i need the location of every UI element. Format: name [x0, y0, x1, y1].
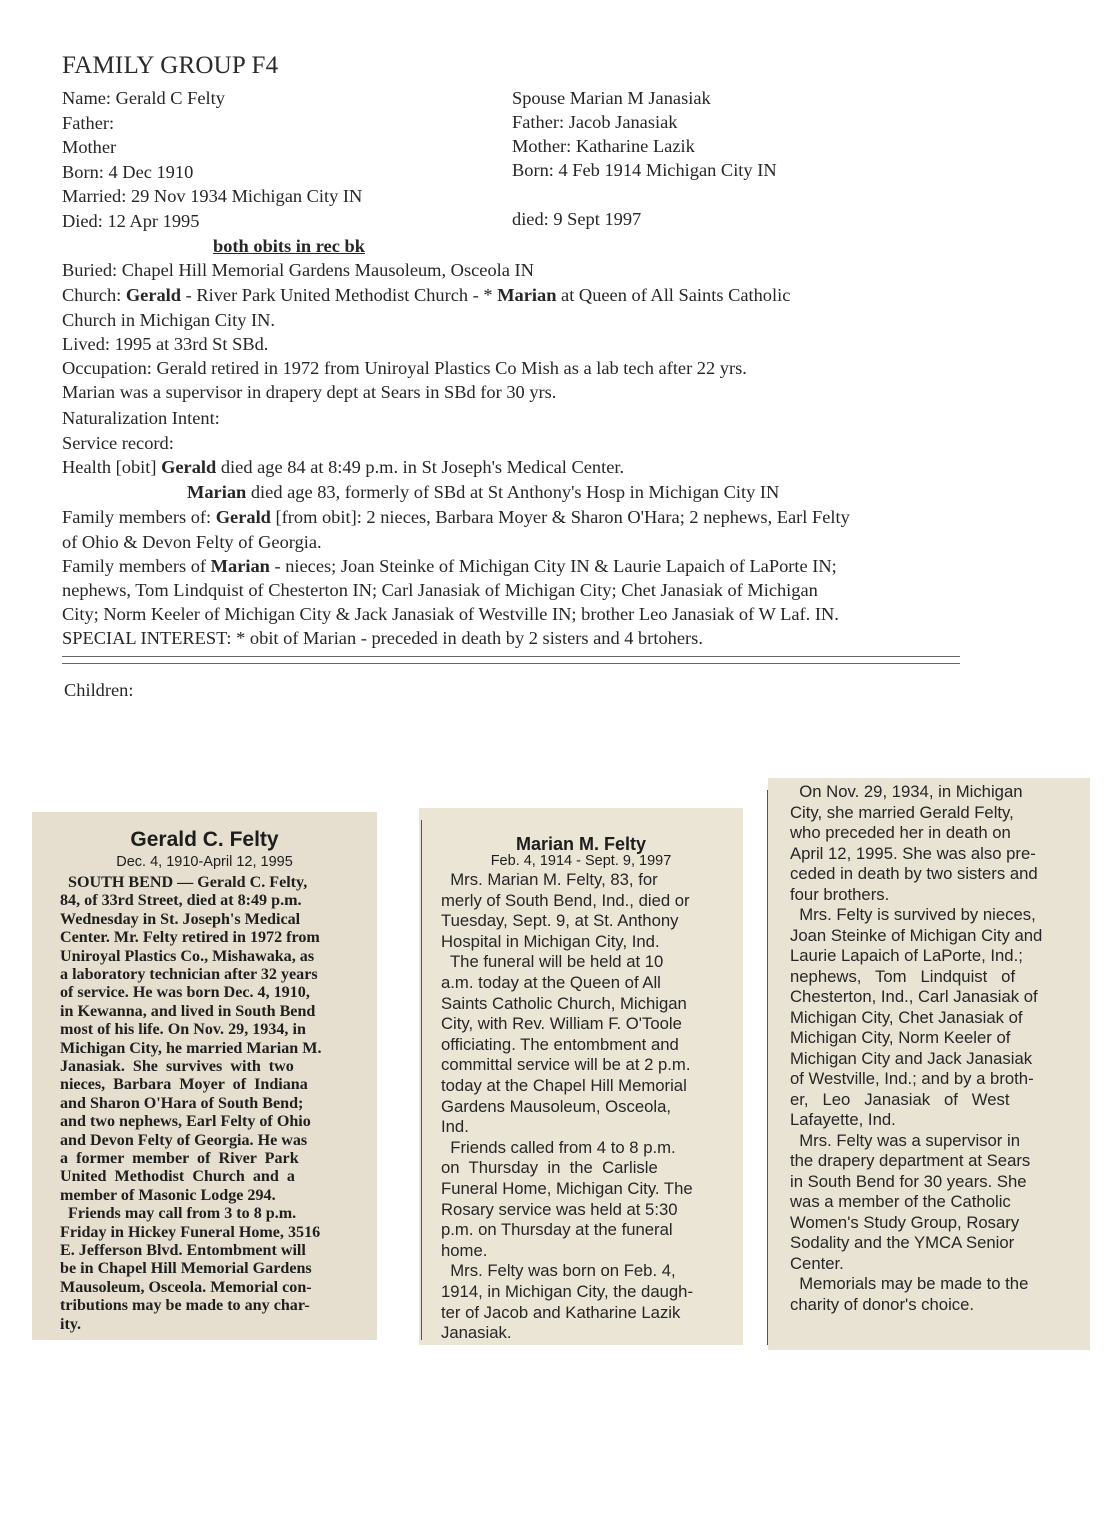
obit-line: on Thursday in the Carlisle	[441, 1158, 658, 1178]
obit-line: E. Jefferson Blvd. Entombment will	[60, 1242, 306, 1259]
obit-line: Michigan City and Jack Janasiak	[790, 1048, 1033, 1068]
obit-line: Friends may call from 3 to 8 p.m.	[60, 1205, 297, 1223]
health-line: Health [obit] Gerald died age 84 at 8:49 p.m. in St Joseph's Medical Center.	[62, 457, 625, 477]
obit-line: Saints Catholic Church, Michigan	[441, 993, 687, 1013]
obit-line: Mrs. Marian M. Felty, 83, for	[441, 870, 658, 889]
obit-line: Michigan City, he married Marian M.	[60, 1039, 322, 1057]
obit-line: Wednesday in St. Joseph's Medical	[60, 910, 301, 928]
spouse-born-line: Born: 4 Feb 1914 Michigan City IN	[512, 160, 777, 180]
obit-line: Hospital in Michigan City, Ind.	[441, 931, 660, 951]
obit-line: committal service will be at 2 p.m.	[441, 1055, 691, 1075]
buried-line: Buried: Chapel Hill Memorial Gardens Mausoleum, Osceola IN	[62, 260, 534, 280]
obit-line: Women's Study Group, Rosary	[790, 1212, 1020, 1232]
obit-line: Mrs. Felty was a supervisor in	[790, 1130, 1020, 1150]
obit-marian-dates: Feb. 4, 1914 - Sept. 9, 1997	[490, 853, 672, 869]
obit-marian-name: Marian M. Felty	[515, 834, 647, 854]
obit-line: Tuesday, Sept. 9, at St. Anthony	[441, 911, 679, 931]
married-line: Married: 29 Nov 1934 Michigan City IN	[62, 186, 363, 206]
obit-line: p.m. on Thursday at the funeral	[441, 1220, 673, 1240]
special-interest-line: SPECIAL INTEREST: * obit of Marian - preceded in death by 2 sisters and 4 brtohers.	[62, 628, 703, 648]
spouse-mother-line: Mother: Katharine Lazik	[512, 136, 695, 156]
obit-line: nieces, Barbara Moyer of Indiana	[60, 1076, 308, 1094]
obit-line: and Devon Felty of Georgia. He was	[60, 1131, 308, 1149]
service-line: Service record:	[62, 433, 174, 453]
clipping-edge-line-2	[767, 790, 768, 1345]
obituary-clipping-gerald	[32, 812, 377, 1340]
occupation-line: Occupation: Gerald retired in 1972 from Uniroyal Plastics Co Mish as a lab tech after 22 yrs.	[62, 358, 747, 378]
obit-line: the drapery department at Sears	[790, 1151, 1031, 1170]
obit-line: Rosary service was held at 5:30	[441, 1199, 678, 1219]
obit-line: Mrs. Felty was born on Feb. 4,	[441, 1261, 676, 1281]
obit-line: be in Chapel Hill Memorial Gardens	[60, 1260, 312, 1278]
naturalization-line: Naturalization Intent:	[62, 408, 220, 428]
obit-line: ter of Jacob and Katharine Lazik	[441, 1302, 681, 1322]
obit-line: and Sharon O'Hara of South Bend;	[60, 1094, 304, 1112]
obit-line: City, she married Gerald Felty,	[790, 802, 1014, 822]
clipping-edge-line	[421, 820, 422, 1340]
obit-line: in Kewanna, and lived in South Bend	[60, 1002, 316, 1020]
obit-line: United Methodist Church and a	[60, 1168, 295, 1186]
family-gerald-line: Family members of: Gerald [from obit]: 2 nieces, Barbara Moyer & Sharon O'Hara; 2 nephews, Earl Felty	[62, 507, 850, 527]
obit-line: in South Bend for 30 years. She	[790, 1171, 1027, 1191]
obit-line: nephews, Tom Lindquist of	[790, 966, 1016, 986]
lived-line: Lived: 1995 at 33rd St SBd.	[62, 334, 269, 354]
obit-line: Mausoleum, Osceola. Memorial con-	[60, 1278, 312, 1296]
obit-line: Uniroyal Plastics Co., Mishawaka, as	[60, 947, 315, 965]
children-label: Children:	[64, 680, 134, 700]
spouse-line: Spouse Marian M Janasiak	[512, 88, 711, 108]
obit-line: tributions may be made to any char-	[60, 1297, 310, 1315]
obit-line: Michigan City, Chet Janasiak of	[790, 1007, 1023, 1027]
obit-line: officiating. The entombment and	[441, 1034, 679, 1054]
health-line-2: Marian died age 83, formerly of SBd at St Anthony's Hosp in Michigan City IN	[187, 482, 780, 502]
obit-line: Mrs. Felty is survived by nieces,	[790, 905, 1036, 924]
obit-line: Janasiak.	[441, 1323, 512, 1343]
obit-line: a.m. today at the Queen of All	[441, 973, 661, 992]
obit-line: Laurie Lapaich of LaPorte, Ind.;	[790, 946, 1023, 965]
died-line: Died: 12 Apr 1995	[62, 211, 200, 231]
church-line: Church: Gerald - River Park United Methodist Church - * Marian at Queen of All Saints Catholic	[62, 285, 791, 305]
obit-line: Joan Steinke of Michigan City and	[790, 925, 1043, 945]
father-line: Father:	[62, 113, 115, 133]
family-marian-line: Family members of Marian - nieces; Joan Steinke of Michigan City IN & Laurie Lapaich of LaPorte IN;	[62, 556, 837, 576]
obit-line: a former member of River Park	[60, 1150, 299, 1167]
church-line-2: Church in Michigan City IN.	[62, 310, 276, 330]
double-rule-divider	[62, 656, 960, 664]
family-marian-line-3: City; Norm Keeler of Michigan City & Jack Janasiak of Westville IN; brother Leo Janasiak of W Laf. IN.	[62, 604, 839, 624]
obit-line: Friends called from 4 to 8 p.m.	[441, 1137, 676, 1157]
obit-line: was a member of the Catholic	[790, 1192, 1011, 1211]
name-line: Name: Gerald C Felty	[62, 88, 225, 108]
obit-line: Funeral Home, Michigan City. The	[441, 1179, 693, 1198]
obit-line: Center. Mr. Felty retired in 1972 from	[60, 929, 320, 947]
spouse-father-line: Father: Jacob Janasiak	[512, 112, 678, 132]
obit-line: of service. He was born Dec. 4, 1910,	[60, 984, 310, 1002]
obit-line: Ind.	[441, 1117, 469, 1137]
obit-line: er, Leo Janasiak of West	[790, 1089, 1010, 1109]
obit-line: of Westville, Ind.; and by a broth-	[790, 1069, 1034, 1088]
obit-line: 84, of 33rd Street, died at 8:49 p.m.	[60, 892, 302, 910]
occupation-line-2: Marian was a supervisor in drapery dept at Sears in SBd for 30 yrs.	[62, 382, 557, 402]
obit-line: Sodality and the YMCA Senior	[790, 1233, 1015, 1252]
mother-line: Mother	[62, 137, 117, 157]
family-gerald-line-2: of Ohio & Devon Felty of Georgia.	[62, 532, 322, 552]
obit-line: April 12, 1995. She was also pre-	[790, 843, 1036, 863]
born-line: Born: 4 Dec 1910	[62, 162, 194, 182]
obit-line: who preceded her in death on	[790, 823, 1011, 842]
obit-line: home.	[441, 1240, 488, 1260]
obit-line: Chesterton, Ind., Carl Janasiak of	[790, 987, 1038, 1006]
obit-line: a laboratory technician after 32 years	[60, 966, 318, 983]
obituary-clipping-marian	[419, 808, 743, 1345]
obit-line: Center.	[790, 1253, 844, 1273]
obit-line: Michigan City, Norm Keeler of	[790, 1028, 1011, 1047]
obit-line: charity of donor's choice.	[790, 1294, 975, 1314]
obit-line: ceded in death by two sisters and	[790, 864, 1038, 883]
obit-line: and two nephews, Earl Felty of Ohio	[60, 1113, 311, 1131]
obit-line: merly of South Bend, Ind., died or	[441, 890, 690, 910]
obit-gerald-name: Gerald C. Felty	[130, 828, 279, 851]
obit-gerald-dates: Dec. 4, 1910-April 12, 1995	[116, 854, 293, 870]
obit-line: four brothers.	[790, 884, 890, 904]
obits-note: both obits in rec bk	[213, 236, 365, 256]
obit-line: most of his life. On Nov. 29, 1934, in	[60, 1021, 306, 1039]
obituary-clipping-marian-continued	[768, 778, 1090, 1350]
obit-line: 1914, in Michigan City, the daugh-	[441, 1282, 694, 1301]
spouse-died-line: died: 9 Sept 1997	[512, 209, 642, 229]
obit-line: On Nov. 29, 1934, in Michigan	[790, 782, 1023, 801]
obit-line: ity.	[60, 1315, 82, 1333]
page-title: FAMILY GROUP F4	[62, 52, 279, 79]
obit-line: Memorials may be made to the	[790, 1274, 1029, 1293]
obit-line: Gardens Mausoleum, Osceola,	[441, 1096, 672, 1116]
obit-line: SOUTH BEND — Gerald C. Felty,	[60, 874, 308, 891]
obit-line: Janasiak. She survives with two	[60, 1058, 294, 1075]
family-marian-line-2: nephews, Tom Lindquist of Chesterton IN; Carl Janasiak of Michigan City; Chet Janasiak of Michigan	[62, 580, 818, 600]
obit-line: member of Masonic Lodge 294.	[60, 1186, 276, 1204]
obit-line: Friday in Hickey Funeral Home, 3516	[60, 1223, 321, 1241]
obit-line: City, with Rev. William F. O'Toole	[441, 1014, 682, 1034]
obit-line: today at the Chapel Hill Memorial	[441, 1076, 687, 1095]
obit-line: The funeral will be held at 10	[441, 952, 664, 972]
obit-line: Lafayette, Ind.	[790, 1110, 896, 1129]
